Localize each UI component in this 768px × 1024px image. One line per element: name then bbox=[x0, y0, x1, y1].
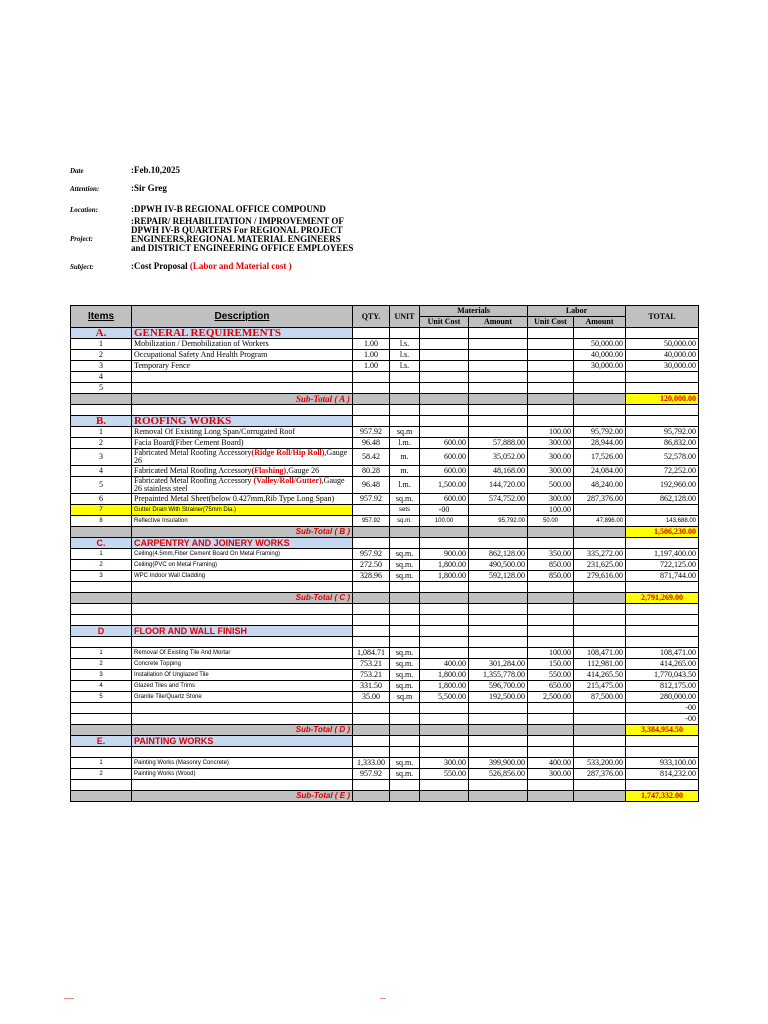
section-d-header bbox=[71, 626, 699, 637]
subtotal-label: Sub-Total ( E ) bbox=[132, 791, 353, 802]
table-row: 2 Concrete Topping 753.21 sq.m. 400.00 301,284.00 150.00 112,981.00 414,265.00 bbox=[71, 659, 699, 670]
subtotal-label: Sub-Total ( D ) bbox=[132, 725, 353, 736]
col-lab-amount: Amount bbox=[574, 317, 626, 328]
table-row: 2 Facia Board(Fiber Cement Board) 96.48 l.m. 600.00 57,888.00 300.00 28,944.00 86,832.00 bbox=[71, 438, 699, 449]
section-c-header bbox=[71, 538, 699, 549]
header-row bbox=[71, 306, 699, 317]
table-row: 5 Granite Tile/Quartz Stone 35.00 sq.m 5,500.00 192,500.00 2,500.00 87,500.00 280,000.00 bbox=[71, 692, 699, 703]
section-title: PAINTING WORKS bbox=[132, 736, 353, 747]
section-letter: C. bbox=[71, 538, 132, 549]
section-a-header bbox=[71, 328, 699, 339]
table-row: 1 Painting Works (Masonry Concrete) 1,333.00 sq.m. 300.00 399,900.00 400.00 533,200.00 933,100.00 bbox=[71, 758, 699, 769]
subtotal-value: 2,791,269.00 bbox=[626, 593, 699, 604]
table-row: 1 Removal Of Existing Tile And Mortar 1,084.71 sq.m. 100.00 108,471.00 108,471.00 bbox=[71, 648, 699, 659]
col-unit: UNIT bbox=[390, 306, 420, 328]
subtotal-row-c bbox=[71, 593, 699, 604]
table-row: 1 Mobilization / Demobilization of Workers 1.00 l.s. 50,000.00 50,000.00 bbox=[71, 339, 699, 350]
col-materials: Materials bbox=[420, 306, 528, 317]
footer-mark bbox=[64, 998, 74, 999]
col-total: TOTAL bbox=[626, 306, 699, 328]
col-items: Items bbox=[71, 306, 132, 328]
col-labor: Labor bbox=[528, 306, 626, 317]
table-row: 2 Occupational Safety And Health Program 1.00 l.s. 40,000.00 40,000.00 bbox=[71, 350, 699, 361]
table-row: 4 bbox=[71, 372, 699, 383]
section-b-header bbox=[71, 416, 699, 427]
footer-mark bbox=[380, 998, 386, 999]
project-label: Project: bbox=[70, 235, 93, 243]
subtotal-value: 3,384,954.50 bbox=[626, 725, 699, 736]
table-row: 3 Fabricated Metal Roofing Accessory(Ridge Roll/Hip Roll),Gauge 26 58.42 m. 600.00 35,052.00 300.00 17,526.00 52,578.00 bbox=[71, 449, 699, 466]
location-label: Location: bbox=[70, 206, 98, 214]
table-row: 1 Ceiling(4.5mm,Fiber Cement Board On Metal Framing) 957.92 sq.m. 900.00 862,128.00 350.00 335,272.00 1,197,400.00 bbox=[71, 549, 699, 560]
date-value: :Feb.10,2025 bbox=[131, 165, 180, 175]
table-row: 3 Installation Of Unglazed Tile 753.21 sq.m. 1,800.00 1,355,778.00 550.00 414,265.50 1,770,043.50 bbox=[71, 670, 699, 681]
subtotal-label: Sub-Total ( A ) bbox=[132, 394, 353, 405]
project-value: :REPAIR/ REHABILITATION / IMPROVEMENT OF DPWH IV-B QUARTERS For REGIONAL PROJECT ENGINEERS,REGIONAL MATERIAL ENGINEERS and DISTRICT ENGINEERING OFFICE EMPLOYEES bbox=[131, 216, 354, 253]
subtotal-label: Sub-Total ( C ) bbox=[132, 593, 353, 604]
col-mat-amount: Amount bbox=[469, 317, 528, 328]
attention-value: :Sir Greg bbox=[131, 183, 167, 193]
table-row: 3 WPC Indoor Wall Cladding 328.96 sq.m. 1,800.00 592,128.00 850.00 279,616.00 871,744.00 bbox=[71, 571, 699, 582]
subtotal-row-e bbox=[71, 791, 699, 802]
attention-label: Attention: bbox=[70, 185, 100, 193]
table-row: 2 Ceiling(PVC on Metal Framing) 272.50 sq.m. 1,800.00 490,500.00 850.00 231,625.00 722,125.00 bbox=[71, 560, 699, 571]
col-lab-unit-cost: Unit Cost bbox=[528, 317, 574, 328]
table-row: 6 Prepainted Metal Sheet(below 0.427mm,Rib Type Long Span) 957.92 sq.m. 600.00 574,752.00 300.00 287,376.00 862,128.00 bbox=[71, 494, 699, 505]
subtotal-value: 1,506,230.00 bbox=[626, 527, 699, 538]
section-letter: E. bbox=[71, 736, 132, 747]
col-qty: QTY. bbox=[353, 306, 390, 328]
subtotal-value: 1,747,332.00 bbox=[626, 791, 699, 802]
subtotal-row-b bbox=[71, 527, 699, 538]
section-letter: A. bbox=[71, 328, 132, 339]
col-description: Description bbox=[132, 306, 353, 328]
section-title: FLOOR AND WALL FINISH bbox=[132, 626, 353, 637]
subtotal-row-a bbox=[71, 394, 699, 405]
location-value: :DPWH IV-B REGIONAL OFFICE COMPOUND bbox=[131, 204, 326, 214]
table-row: 5 Fabricated Metal Roofing Accessory (Valley/Roll/Gutter),Gauge 26 stainless steel 96.48 l.m. 1,500.00 144,720.00 500.00 48,240.00 192,960.00 bbox=[71, 477, 699, 494]
section-title: ROOFING WORKS bbox=[132, 416, 353, 427]
table-row: 4 Fabricated Metal Roofing Accessory(Flashing),Gauge 26 80.28 m. 600.00 48,168.00 300.00 24,084.00 72,252.00 bbox=[71, 466, 699, 477]
table-row-highlight: 7 Gutter Drain With Strainer(75mm Dia.) sets -00 100.00 bbox=[71, 505, 699, 516]
subtotal-label: Sub-Total ( B ) bbox=[132, 527, 353, 538]
subject-value: :Cost Proposal (Labor and Material cost ) bbox=[131, 261, 292, 271]
table-row: 5 bbox=[71, 383, 699, 394]
section-letter: D bbox=[71, 626, 132, 637]
table-row: 4 Glazed Tiles and Trims 331.50 sq.m. 1,800.00 596,700.00 650.00 215,475.00 812,175.00 bbox=[71, 681, 699, 692]
section-title: CARPENTRY AND JOINERY WORKS bbox=[132, 538, 353, 549]
date-label: Date bbox=[70, 167, 84, 175]
col-mat-unit-cost: Unit Cost bbox=[420, 317, 469, 328]
table-row: 3 Temporary Fence 1.00 l.s. 30,000.00 30,000.00 bbox=[71, 361, 699, 372]
cost-table: Items Description QTY. UNIT Materials Labor TOTAL Unit Cost Amount Unit Cost Amount A. GENERAL REQUIREMENTS 1 Mobilization / Demobilization of Workers 1.00 l.s. 50,000.00 50,000.00 2 Occupational Safety And Health Program 1.00 l.s. 40,000.00 40,000.00 3 Temporary Fence 1.00 l.s. 30,000.00 30,000.00 4 5 Sub-Total ( A ) 120,000.00 B. ROOFING WORKS 1 Removal Of Existing Long Span/Corrugated Roof 957.92 sq.m 100.00 95,792.00 95,792.00 2 Facia Board(Fiber Cement Board) 96.48 l.m. 600.00 57,888.00 300.00 28,944.00 86,832.00 3 Fabricated Metal Roofing Accessory(Ridge Roll/Hip Roll),Gauge 26 58.42 m. 600.00 35,052.00 300.00 17,526.00 52,578.00 4 Fabricated Metal Roofing Accessory(Flashing),Gauge 26 80.28 m. 600.00 48,168.00 300.00 24,084.00 72,252.00 5 Fabricated Metal Roofing Accessory (Valley/Roll/Gutter),Gauge 26 stainless steel 96.48 l.m. 1,500.00 144,720.00 500.00 48,240.00 192,960.00 6 Prepainted Metal Sheet(below 0.427mm,Rib Type Long Span) 957.92 sq.m. 600.00 574,752.00 300.00 287,376.00 862,128.00 7 Gutter Drain With Strainer(75mm Dia.) sets -00 100.00 8 Reflective Insulation 957.92 sq.m. 100.00 95,792.00 50.00 47,896.00 143,688.00 Sub-Total ( B ) 1,506,230.00 C. CARPENTRY AND JOINERY WORKS 1 Ceiling(4.5mm,Fiber Cement Board On Metal Framing) 957.92 sq.m. 900.00 862,128.00 350.00 335,272.00 1,197,400.00 2 Ceiling(PVC on Metal Framing) 272.50 sq.m. 1,800.00 490,500.00 850.00 231,625.00 722,125.00 3 WPC Indoor Wall Cladding 328.96 sq.m. 1,800.00 592,128.00 850.00 279,616.00 871,744.00 Sub-Total ( C ) 2,791,269.00 D FLOOR AND WALL FINISH 1 Removal Of Existing Tile And Mortar 1,084.71 sq.m. 100.00 108,471.00 108,471.00 2 Concrete Topping 753.21 sq.m. 400.00 301,284.00 150.00 112,981.00 414,265.00 3 Installation Of Unglazed Tile 753.21 sq.m. 1,800.00 1,355,778.00 550.00 414,265.50 1,770,043.50 4 Glazed Tiles and Trims 331.50 sq.m. 1,800.00 596,700.00 650.00 215,475.00 812,175.00 5 Granite Tile/Quartz Stone 35.00 sq.m 5,500.00 192,500.00 2,500.00 87,500.00 280,000.00 -00 -00 Sub-Total ( D ) 3,384,954.50 E. PAINTING WORKS 1 Painting Works (Masonry Concrete) 1,333.00 sq.m. 300.00 399,900.00 400.00 533,200.00 933,100.00 2 Painting Works (Wood) 957.92 sq.m. 550.00 526,856.00 300.00 287,376.00 814,232.00 Sub-Total ( E ) 1,747,332.00 bbox=[70, 305, 699, 802]
table-row: 2 Painting Works (Wood) 957.92 sq.m. 550.00 526,856.00 300.00 287,376.00 814,232.00 bbox=[71, 769, 699, 780]
subject-label: Subject: bbox=[70, 263, 94, 271]
subtotal-row-d bbox=[71, 725, 699, 736]
section-e-header bbox=[71, 736, 699, 747]
subtotal-value: 120,000.00 bbox=[626, 394, 699, 405]
subject-highlight: (Labor and Material cost ) bbox=[189, 261, 292, 271]
section-letter: B. bbox=[71, 416, 132, 427]
section-title: GENERAL REQUIREMENTS bbox=[132, 328, 353, 339]
table-row: 1 Removal Of Existing Long Span/Corrugated Roof 957.92 sq.m 100.00 95,792.00 95,792.00 bbox=[71, 427, 699, 438]
table-row: 8 Reflective Insulation 957.92 sq.m. 100.00 95,792.00 50.00 47,896.00 143,688.00 bbox=[71, 516, 699, 527]
